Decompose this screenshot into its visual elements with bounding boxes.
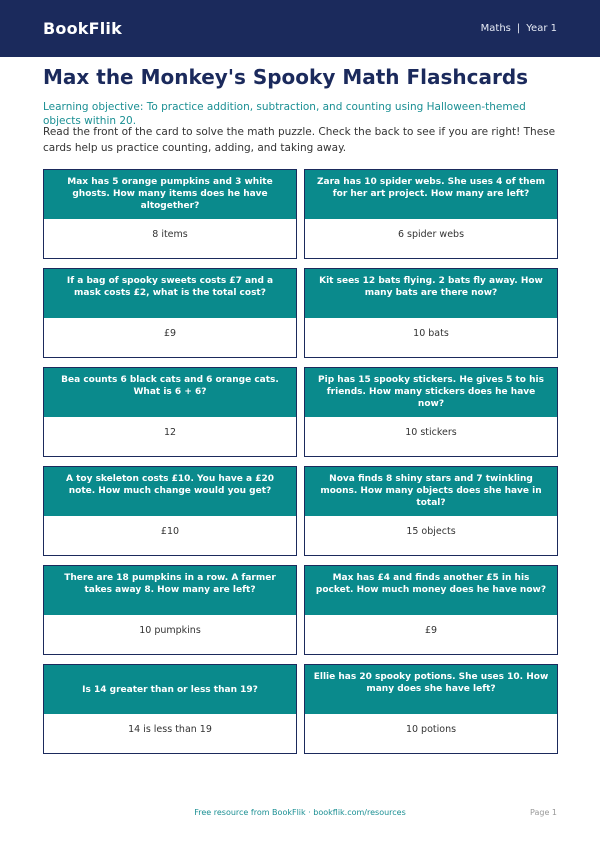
flashcard-answer: £9: [305, 615, 557, 654]
flashcard-answer: 15 objects: [305, 516, 557, 555]
year-label: Year 1: [526, 23, 557, 34]
flashcard-answer: 10 stickers: [305, 417, 557, 456]
page-title: Max the Monkey's Spooky Math Flashcards: [43, 65, 529, 89]
learning-objective: Learning objective: To practice addition, subtraction, and counting using Halloween-themed objects within 20.: [43, 101, 526, 127]
flashcard-question: Ellie has 20 spooky potions. She uses 10. How many does she have left?: [305, 665, 557, 714]
flashcard-question: Bea counts 6 black cats and 6 orange cats. What is 6 + 6?: [44, 368, 296, 417]
flashcard-answer: 6 spider webs: [305, 219, 557, 258]
header-meta: [481, 23, 557, 34]
page-number: Page 1: [530, 808, 557, 817]
subject-label: Maths: [480, 23, 511, 34]
meta-separator: |: [516, 23, 521, 34]
header-bar: [0, 0, 600, 57]
flashcard-answer: 10 potions: [305, 714, 557, 753]
flashcard: [304, 169, 558, 259]
flashcard: [304, 268, 558, 358]
flashcard-question: If a bag of spooky sweets costs £7 and a mask costs £2, what is the total cost?: [44, 269, 296, 318]
flashcard: [304, 367, 558, 457]
flashcard: [43, 664, 297, 754]
flashcard-question: Zara has 10 spider webs. She uses 4 of them for her art project. How many are left?: [305, 170, 557, 219]
flashcard-answer: 10 bats: [305, 318, 557, 357]
flashcard: [43, 169, 297, 259]
flashcard-question: Pip has 15 spooky stickers. He gives 5 to his friends. How many stickers does he have now?: [305, 368, 557, 417]
flashcard-answer: £10: [44, 516, 296, 555]
footer-link[interactable]: Free resource from BookFlik · bookflik.com/resources: [194, 808, 406, 817]
flashcard-question: Max has 5 orange pumpkins and 3 white ghosts. How many items does he have altogether?: [44, 170, 296, 219]
flashcard: [43, 565, 297, 655]
flashcard-grid: [43, 169, 558, 754]
flashcard-question: Kit sees 12 bats flying. 2 bats fly away. How many bats are there now?: [305, 269, 557, 318]
flashcard-answer: 8 items: [44, 219, 296, 258]
flashcard-question: Nova finds 8 shiny stars and 7 twinkling moons. How many objects does she have in total?: [305, 467, 557, 516]
flashcard-answer: 10 pumpkins: [44, 615, 296, 654]
flashcard: [43, 268, 297, 358]
flashcard-answer: £9: [44, 318, 296, 357]
flashcard-question: A toy skeleton costs £10. You have a £20 note. How much change would you get?: [44, 467, 296, 516]
flashcard: [304, 664, 558, 754]
flashcard-question: Max has £4 and finds another £5 in his pocket. How much money does he have now?: [305, 566, 557, 615]
flashcard-answer: 14 is less than 19: [44, 714, 296, 753]
flashcard: [304, 565, 558, 655]
brand-logo[interactable]: BookFlik: [43, 19, 122, 38]
flashcard: [43, 367, 297, 457]
instructions-text: Read the front of the card to solve the math puzzle. Check the back to see if you are right! These cards help us practice counting, adding, and taking away.: [43, 126, 556, 154]
flashcard-question: There are 18 pumpkins in a row. A farmer takes away 8. How many are left?: [44, 566, 296, 615]
flashcard: [43, 466, 297, 556]
flashcard: [304, 466, 558, 556]
flashcard-question: Is 14 greater than or less than 19?: [44, 665, 296, 714]
flashcard-answer: 12: [44, 417, 296, 456]
